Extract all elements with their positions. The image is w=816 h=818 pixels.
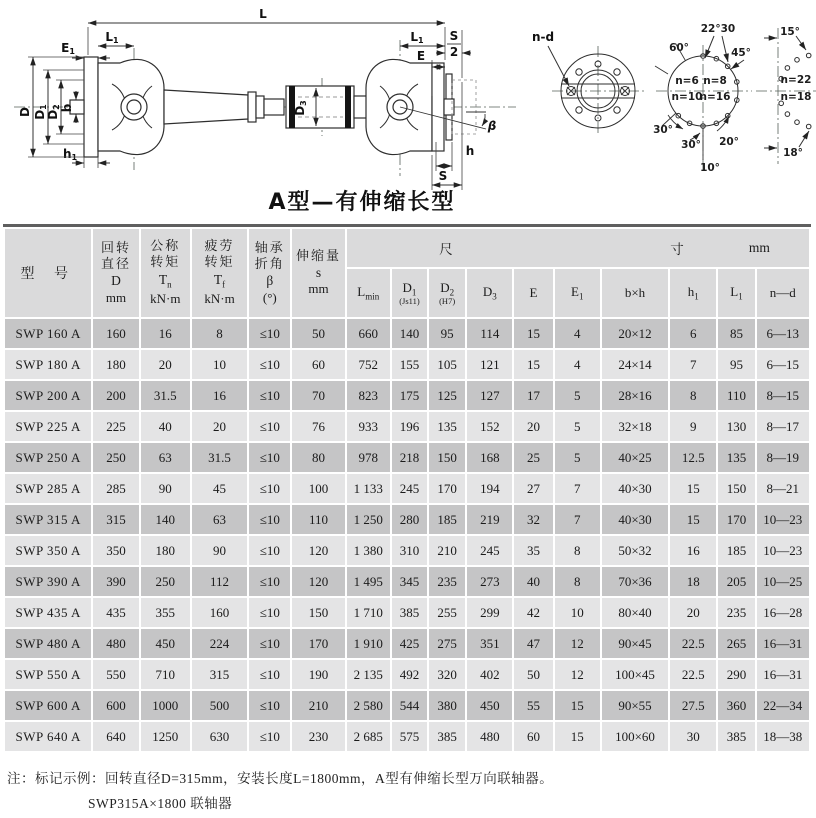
data-cell: 22.5 [670,629,716,658]
data-cell: 40 [514,567,552,596]
data-cell: 31.5 [192,443,247,472]
data-cell: 16 [141,319,190,348]
table-row [5,412,809,441]
model-cell: SWP 160 A [5,319,91,348]
data-cell: 273 [467,567,512,596]
hole-count-n18: n=18 [780,91,812,103]
data-cell: 27.5 [670,691,716,720]
footnote-line1: 注：标记示例：回转直径D=315mm，安装长度L=1800mm，A型有伸缩长型万向联轴器。 [7,771,554,786]
data-cell: 355 [141,598,190,627]
data-cell: 185 [718,536,754,565]
data-cell: 480 [467,722,512,751]
data-cell: 224 [192,629,247,658]
data-cell: 600 [93,691,138,720]
data-cell: 7 [670,350,716,379]
table-row [5,691,809,720]
data-cell: 155 [392,350,427,379]
header-bxh: b×h [602,269,668,317]
angle-label-20: 20° [719,136,739,148]
data-cell: 265 [718,629,754,658]
data-cell: 40×30 [602,505,668,534]
data-cell: 180 [141,536,190,565]
data-cell: 219 [467,505,512,534]
data-cell: 85 [718,319,754,348]
header-rotation-diameter: 回转 直径 D mm [93,229,138,317]
data-cell: 22—34 [757,691,809,720]
data-cell: ≤10 [249,598,290,627]
data-cell: 20 [514,412,552,441]
data-cell: 8 [670,381,716,410]
data-cell: 230 [292,722,344,751]
flange-face-diagram [532,30,644,136]
data-cell: 480 [93,629,138,658]
data-cell: 90×55 [602,691,668,720]
table-row [5,536,809,565]
dim-label-h1: h1 [62,147,78,162]
data-cell: 1000 [141,691,190,720]
data-cell: 210 [292,691,344,720]
dim-label-b: b [60,103,74,113]
data-cell: 130 [718,412,754,441]
data-cell: 390 [93,567,138,596]
data-cell: 114 [467,319,512,348]
data-cell: 150 [292,598,344,627]
model-cell: SWP 200 A [5,381,91,410]
partial-angle-diagram [756,26,816,164]
table-row [5,381,809,410]
data-cell: 35 [514,536,552,565]
data-cell: 245 [467,536,512,565]
table-row [5,350,809,379]
data-cell: 9 [670,412,716,441]
data-cell: ≤10 [249,443,290,472]
bolt-angle-diagram [653,23,752,174]
data-cell: 360 [718,691,754,720]
header-telescopic-amount: 伸缩量 s mm [292,229,344,317]
data-cell: 194 [467,474,512,503]
data-cell: ≤10 [249,412,290,441]
data-cell: 5 [555,412,600,441]
data-cell: 50 [514,660,552,689]
data-cell: 15 [555,691,600,720]
dim-label-h: h [465,144,475,158]
data-cell: 95 [718,350,754,379]
dim-label-D1: D1 [33,104,48,120]
spec-table-container [3,224,813,753]
data-cell: ≤10 [249,474,290,503]
angle-label-10: 10° [700,162,720,174]
data-cell: ≤10 [249,319,290,348]
data-cell: 55 [514,691,552,720]
data-cell: 8—21 [757,474,809,503]
model-cell: SWP 640 A [5,722,91,751]
data-cell: 185 [429,505,465,534]
dim-label-D: D [18,107,32,117]
data-cell: 95 [429,319,465,348]
data-cell: 63 [192,505,247,534]
header-nominal-torque: 公称 转矩 $T_n$ kN·m [141,229,190,317]
shaft-drawing [14,7,516,190]
data-cell: 385 [429,722,465,751]
data-cell: 40×30 [602,474,668,503]
dim-label-D2: D2 [46,104,61,120]
data-cell: 250 [93,443,138,472]
angle-label-45: 45° [731,47,751,59]
data-cell: 40 [141,412,190,441]
data-cell: 100×45 [602,660,668,689]
data-cell: 640 [93,722,138,751]
model-cell: SWP 225 A [5,412,91,441]
table-row [5,722,809,751]
data-cell: ≤10 [249,350,290,379]
data-cell: 450 [467,691,512,720]
data-cell: 135 [718,443,754,472]
data-cell: 8—19 [757,443,809,472]
table-row [5,443,809,472]
table-row [5,598,809,627]
model-cell: SWP 435 A [5,598,91,627]
data-cell: 10 [192,350,247,379]
data-cell: 10—23 [757,536,809,565]
data-cell: 310 [392,536,427,565]
dim-label-L: L [259,7,267,21]
data-cell: 50 [292,319,344,348]
data-cell: 1 910 [347,629,390,658]
data-cell: 24×14 [602,350,668,379]
data-cell: 351 [467,629,512,658]
data-cell: 20×12 [602,319,668,348]
data-cell: 140 [141,505,190,534]
data-cell: 8—17 [757,412,809,441]
data-cell: 978 [347,443,390,472]
data-cell: 275 [429,629,465,658]
data-cell: 218 [392,443,427,472]
data-cell: 110 [718,381,754,410]
data-cell: 90×45 [602,629,668,658]
data-cell: 15 [670,505,716,534]
data-cell: 1 380 [347,536,390,565]
data-cell: 16—28 [757,598,809,627]
angle-label-30-left: 30° [653,124,673,136]
dim-label-D3: D3 [293,100,308,116]
dim-label-beta: β [487,119,497,133]
header-dimensions-group: 尺 寸 mm [347,229,809,267]
data-cell: 285 [93,474,138,503]
data-cell: 255 [429,598,465,627]
data-cell: 8 [555,536,600,565]
data-cell: 1 133 [347,474,390,503]
data-cell: 76 [292,412,344,441]
header-nd: n—d [757,269,809,317]
angle-label-18: 18° [783,147,803,159]
model-cell: SWP 315 A [5,505,91,534]
technical-drawing [0,0,816,222]
data-cell: 190 [292,660,344,689]
table-row [5,319,809,348]
dim-label-E1: E1 [61,41,75,56]
data-cell: 320 [429,660,465,689]
data-cell: 10—23 [757,505,809,534]
header-e: E [514,269,552,317]
model-cell: SWP 285 A [5,474,91,503]
data-cell: 17 [514,381,552,410]
data-cell: 63 [141,443,190,472]
header-l1: $L_1$ [718,269,754,317]
data-cell: 7 [555,505,600,534]
data-cell: 345 [392,567,427,596]
data-cell: 200 [93,381,138,410]
header-h1: $h_1$ [670,269,716,317]
data-cell: 500 [192,691,247,720]
angle-label-15: 15° [780,26,800,38]
data-cell: 544 [392,691,427,720]
data-cell: 120 [292,536,344,565]
data-cell: 315 [93,505,138,534]
data-cell: 170 [292,629,344,658]
data-cell: 6—15 [757,350,809,379]
table-row [5,629,809,658]
data-cell: 121 [467,350,512,379]
data-cell: 12 [555,660,600,689]
data-cell: 15 [514,319,552,348]
table-row [5,660,809,689]
hole-count-n22: n=22 [780,74,812,86]
data-cell: 16—31 [757,660,809,689]
data-cell: 135 [429,412,465,441]
model-cell: SWP 600 A [5,691,91,720]
data-cell: 160 [93,319,138,348]
data-cell: 933 [347,412,390,441]
dim-label-E: E [416,49,426,63]
data-cell: 7 [555,474,600,503]
data-cell: 80 [292,443,344,472]
data-cell: 8 [192,319,247,348]
model-cell: SWP 550 A [5,660,91,689]
data-cell: 15 [555,722,600,751]
data-cell: 2 685 [347,722,390,751]
data-cell: 110 [292,505,344,534]
data-cell: 280 [392,505,427,534]
data-cell: ≤10 [249,722,290,751]
angle-label-60: 60° [669,42,689,54]
model-cell: SWP 350 A [5,536,91,565]
data-cell: 20 [670,598,716,627]
data-cell: 385 [718,722,754,751]
data-cell: 290 [718,660,754,689]
data-cell: 2 135 [347,660,390,689]
data-cell: 16 [192,381,247,410]
data-cell: 150 [429,443,465,472]
data-cell: 32×18 [602,412,668,441]
data-cell: 4 [555,319,600,348]
table-row [5,567,809,596]
data-cell: 550 [93,660,138,689]
data-cell: 100 [292,474,344,503]
data-cell: 12 [555,629,600,658]
data-cell: ≤10 [249,660,290,689]
data-cell: 1 250 [347,505,390,534]
data-cell: 4 [555,350,600,379]
header-lmin: $L_{min}$ [347,269,390,317]
data-cell: 15 [670,474,716,503]
model-cell: SWP 480 A [5,629,91,658]
data-cell: 235 [429,567,465,596]
data-cell: 10 [555,598,600,627]
data-cell: ≤10 [249,691,290,720]
data-cell: 60 [514,722,552,751]
data-cell: 5 [555,381,600,410]
data-cell: 32 [514,505,552,534]
data-cell: 660 [347,319,390,348]
data-cell: 127 [467,381,512,410]
data-cell: 16—31 [757,629,809,658]
data-cell: 170 [718,505,754,534]
header-fatigue-torque: 疲劳 转矩 $T_f$ kN·m [192,229,247,317]
data-cell: 16 [670,536,716,565]
data-cell: 1250 [141,722,190,751]
data-cell: 100×60 [602,722,668,751]
page-title: A型—有伸缩长型 [268,190,456,215]
table-row [5,474,809,503]
data-cell: 28×16 [602,381,668,410]
data-cell: 112 [192,567,247,596]
data-cell: ≤10 [249,567,290,596]
data-cell: 315 [192,660,247,689]
data-cell: 18 [670,567,716,596]
footnote-line2: SWP315A×1800 联轴器 [88,796,233,811]
data-cell: 380 [429,691,465,720]
header-d2: $D_2$ (H7) [429,269,465,317]
data-cell: ≤10 [249,381,290,410]
data-cell: 27 [514,474,552,503]
data-cell: 710 [141,660,190,689]
dim-label-S: S [438,169,448,183]
data-cell: 6—13 [757,319,809,348]
data-cell: 70×36 [602,567,668,596]
hole-count-n10: n=10 [671,91,703,103]
data-cell: 10—25 [757,567,809,596]
data-cell: 630 [192,722,247,751]
data-cell: 170 [429,474,465,503]
data-cell: 50×32 [602,536,668,565]
data-cell: 435 [93,598,138,627]
data-cell: 152 [467,412,512,441]
data-cell: 20 [141,350,190,379]
data-cell: 175 [392,381,427,410]
data-cell: 125 [429,381,465,410]
data-cell: 90 [192,536,247,565]
data-cell: 160 [192,598,247,627]
data-cell: 299 [467,598,512,627]
data-cell: ≤10 [249,505,290,534]
header-d3: $D_3$ [467,269,512,317]
data-cell: 42 [514,598,552,627]
data-cell: 90 [141,474,190,503]
table-body [5,319,809,751]
data-cell: 575 [392,722,427,751]
model-cell: SWP 180 A [5,350,91,379]
data-cell: 225 [93,412,138,441]
header-e1: $E_1$ [555,269,600,317]
dim-label-n-d: n-d [531,30,555,44]
data-cell: 205 [718,567,754,596]
table-row [5,505,809,534]
data-cell: 196 [392,412,427,441]
dim-label-S-half-den: 2 [449,45,459,59]
spec-table [3,224,811,753]
data-cell: 30 [670,722,716,751]
data-cell: 8 [555,567,600,596]
data-cell: 12.5 [670,443,716,472]
data-cell: 823 [347,381,390,410]
data-cell: 492 [392,660,427,689]
angle-label-22-30: 22°30 [700,23,736,35]
hole-count-n16: n=16 [699,91,731,103]
data-cell: ≤10 [249,536,290,565]
data-cell: 140 [392,319,427,348]
angle-label-30-bottom: 30° [681,139,701,151]
model-cell: SWP 390 A [5,567,91,596]
model-cell: SWP 250 A [5,443,91,472]
data-cell: 25 [514,443,552,472]
dim-label-L1-left: L1 [105,30,119,45]
header-bearing-angle: 轴承 折角 β (°) [249,229,290,317]
data-cell: 402 [467,660,512,689]
data-cell: 2 580 [347,691,390,720]
data-cell: 1 495 [347,567,390,596]
data-cell: 350 [93,536,138,565]
data-cell: 1 710 [347,598,390,627]
data-cell: 80×40 [602,598,668,627]
data-cell: 450 [141,629,190,658]
data-cell: 20 [192,412,247,441]
data-cell: 180 [93,350,138,379]
data-cell: 235 [718,598,754,627]
data-cell: 105 [429,350,465,379]
data-cell: 31.5 [141,381,190,410]
data-cell: 150 [718,474,754,503]
data-cell: 45 [192,474,247,503]
data-cell: 60 [292,350,344,379]
data-cell: 425 [392,629,427,658]
hole-count-n8: n=8 [703,75,727,87]
data-cell: 385 [392,598,427,627]
dim-label-S-half-num: S [449,29,459,43]
data-cell: ≤10 [249,629,290,658]
data-cell: 47 [514,629,552,658]
data-cell: 6 [670,319,716,348]
data-cell: 70 [292,381,344,410]
data-cell: 8—15 [757,381,809,410]
header-d1: $D_1$ (Js11) [392,269,427,317]
data-cell: 752 [347,350,390,379]
data-cell: 15 [514,350,552,379]
data-cell: 168 [467,443,512,472]
data-cell: 250 [141,567,190,596]
hole-count-n6: n=6 [675,75,699,87]
data-cell: 40×25 [602,443,668,472]
data-cell: 22.5 [670,660,716,689]
data-cell: 18—38 [757,722,809,751]
data-cell: 120 [292,567,344,596]
header-model: 型 号 [5,229,91,317]
data-cell: 5 [555,443,600,472]
dim-label-L1-right: L1 [410,30,424,45]
data-cell: 210 [429,536,465,565]
data-cell: 245 [392,474,427,503]
